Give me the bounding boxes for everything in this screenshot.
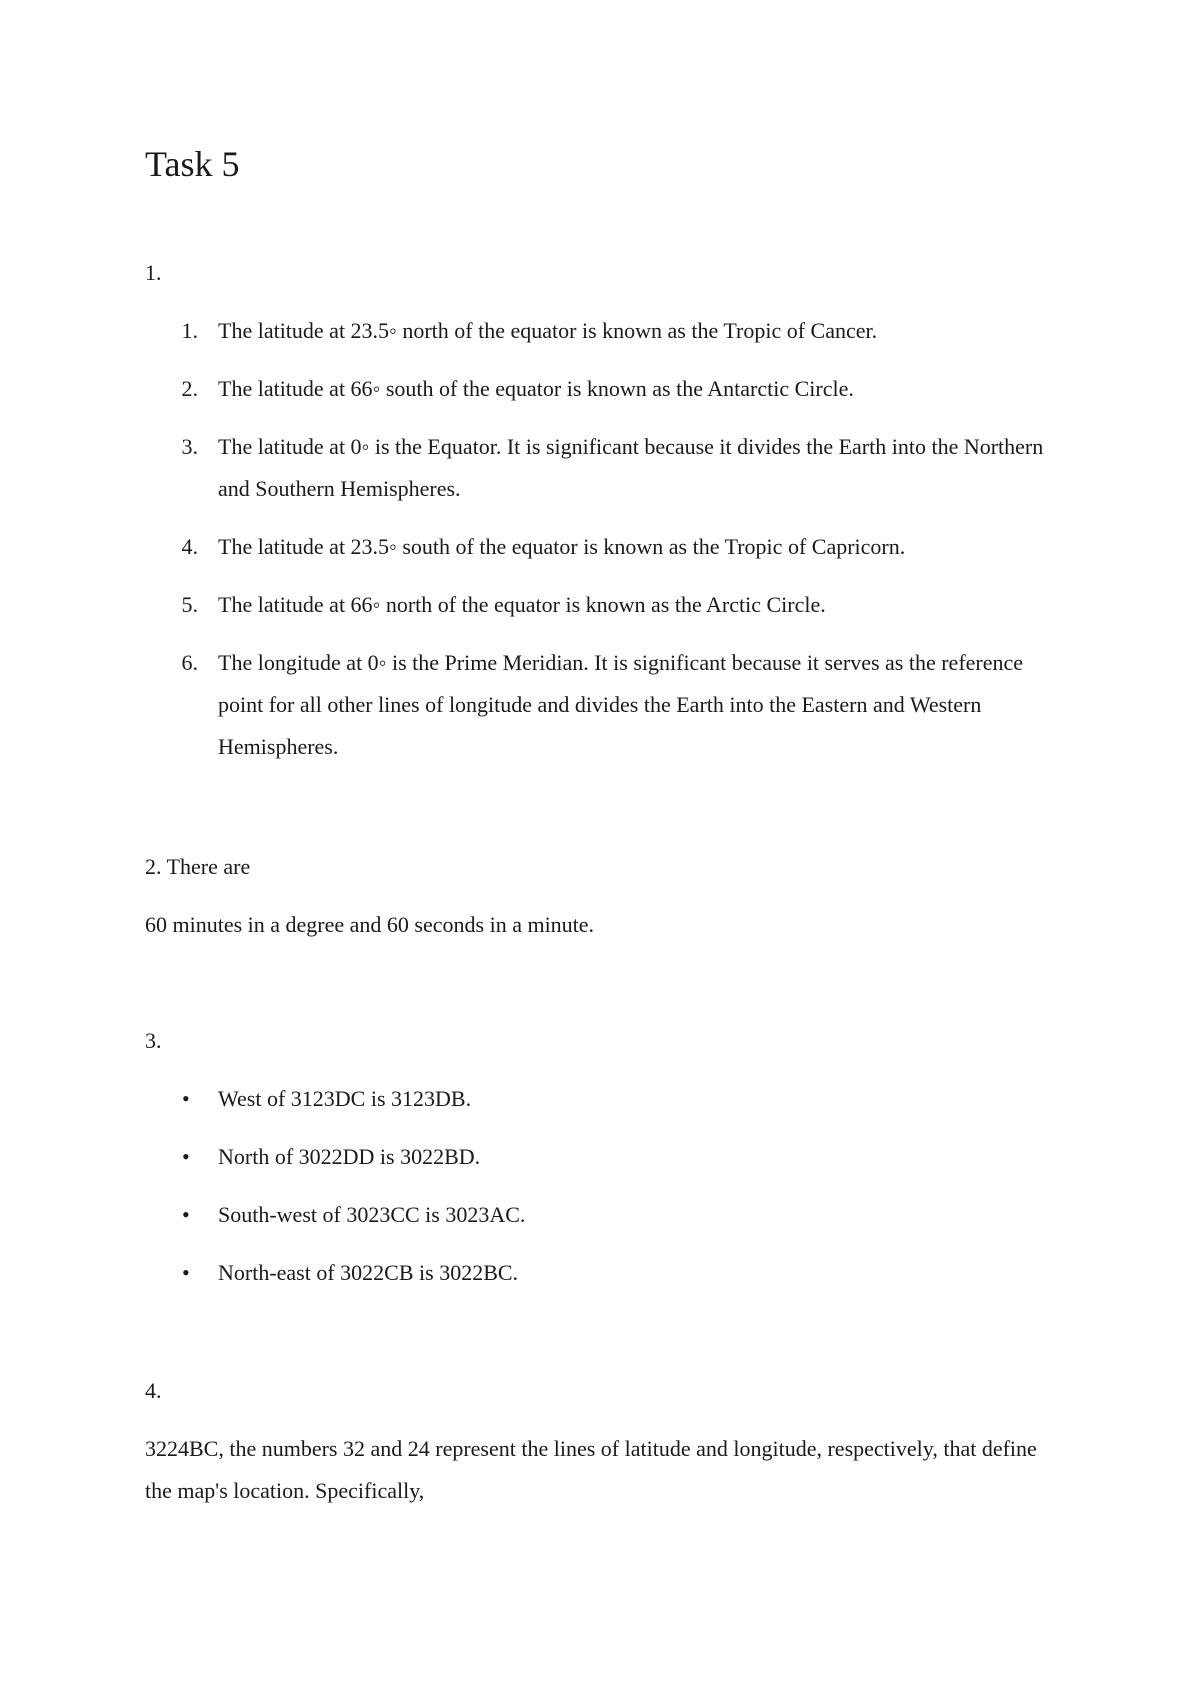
- list-item-text: The latitude at 23.5◦ south of the equator is known as the Tropic of Capricorn.: [218, 534, 906, 559]
- page-title: Task 5: [145, 144, 240, 184]
- bullet-icon: •: [182, 1144, 190, 1169]
- list-item-number: 5.: [181, 592, 198, 617]
- section-3-label: 3.: [145, 1028, 162, 1053]
- list-item-text: The latitude at 66◦ south of the equator is known as the Antarctic Circle.: [218, 376, 854, 401]
- list-item-number: 3.: [181, 434, 198, 459]
- section-2-line-2: 60 minutes in a degree and 60 seconds in a minute.: [145, 912, 595, 937]
- bullet-item-text: South-west of 3023CC is 3023AC.: [218, 1202, 526, 1227]
- list-item-text: The longitude at 0◦ is the Prime Meridian. It is significant because it serves as the reference point for all other lines of longitude and divides the Earth into the Eastern and Western Hemispheres.: [218, 650, 1024, 759]
- bullet-item-text: North-east of 3022CB is 3022BC.: [218, 1260, 519, 1285]
- section-4-label: 4.: [145, 1378, 162, 1403]
- bullet-item-text: North of 3022DD is 3022BD.: [218, 1144, 481, 1169]
- section-2-line-1: 2. There are: [145, 854, 251, 879]
- list-item-number: 4.: [181, 534, 198, 559]
- list-item-number: 6.: [181, 650, 198, 675]
- list-item-number: 1.: [181, 318, 198, 343]
- bullet-icon: •: [182, 1260, 190, 1285]
- bullet-icon: •: [182, 1086, 190, 1111]
- list-item-text: The latitude at 0◦ is the Equator. It is significant because it divides the Earth into the Northern and Southern Hemispheres.: [218, 434, 1044, 501]
- list-item-text: The latitude at 66◦ north of the equator is known as the Arctic Circle.: [218, 592, 826, 617]
- list-item-text: The latitude at 23.5◦ north of the equator is known as the Tropic of Cancer.: [218, 318, 878, 343]
- bullet-icon: •: [182, 1202, 190, 1227]
- section-4-text: 3224BC, the numbers 32 and 24 represent the lines of latitude and longitude, respectively, that define the map's location. Specifically,: [145, 1436, 1037, 1503]
- list-item-number: 2.: [181, 376, 198, 401]
- bullet-item-text: West of 3123DC is 3123DB.: [218, 1086, 472, 1111]
- section-1-label: 1.: [145, 260, 162, 285]
